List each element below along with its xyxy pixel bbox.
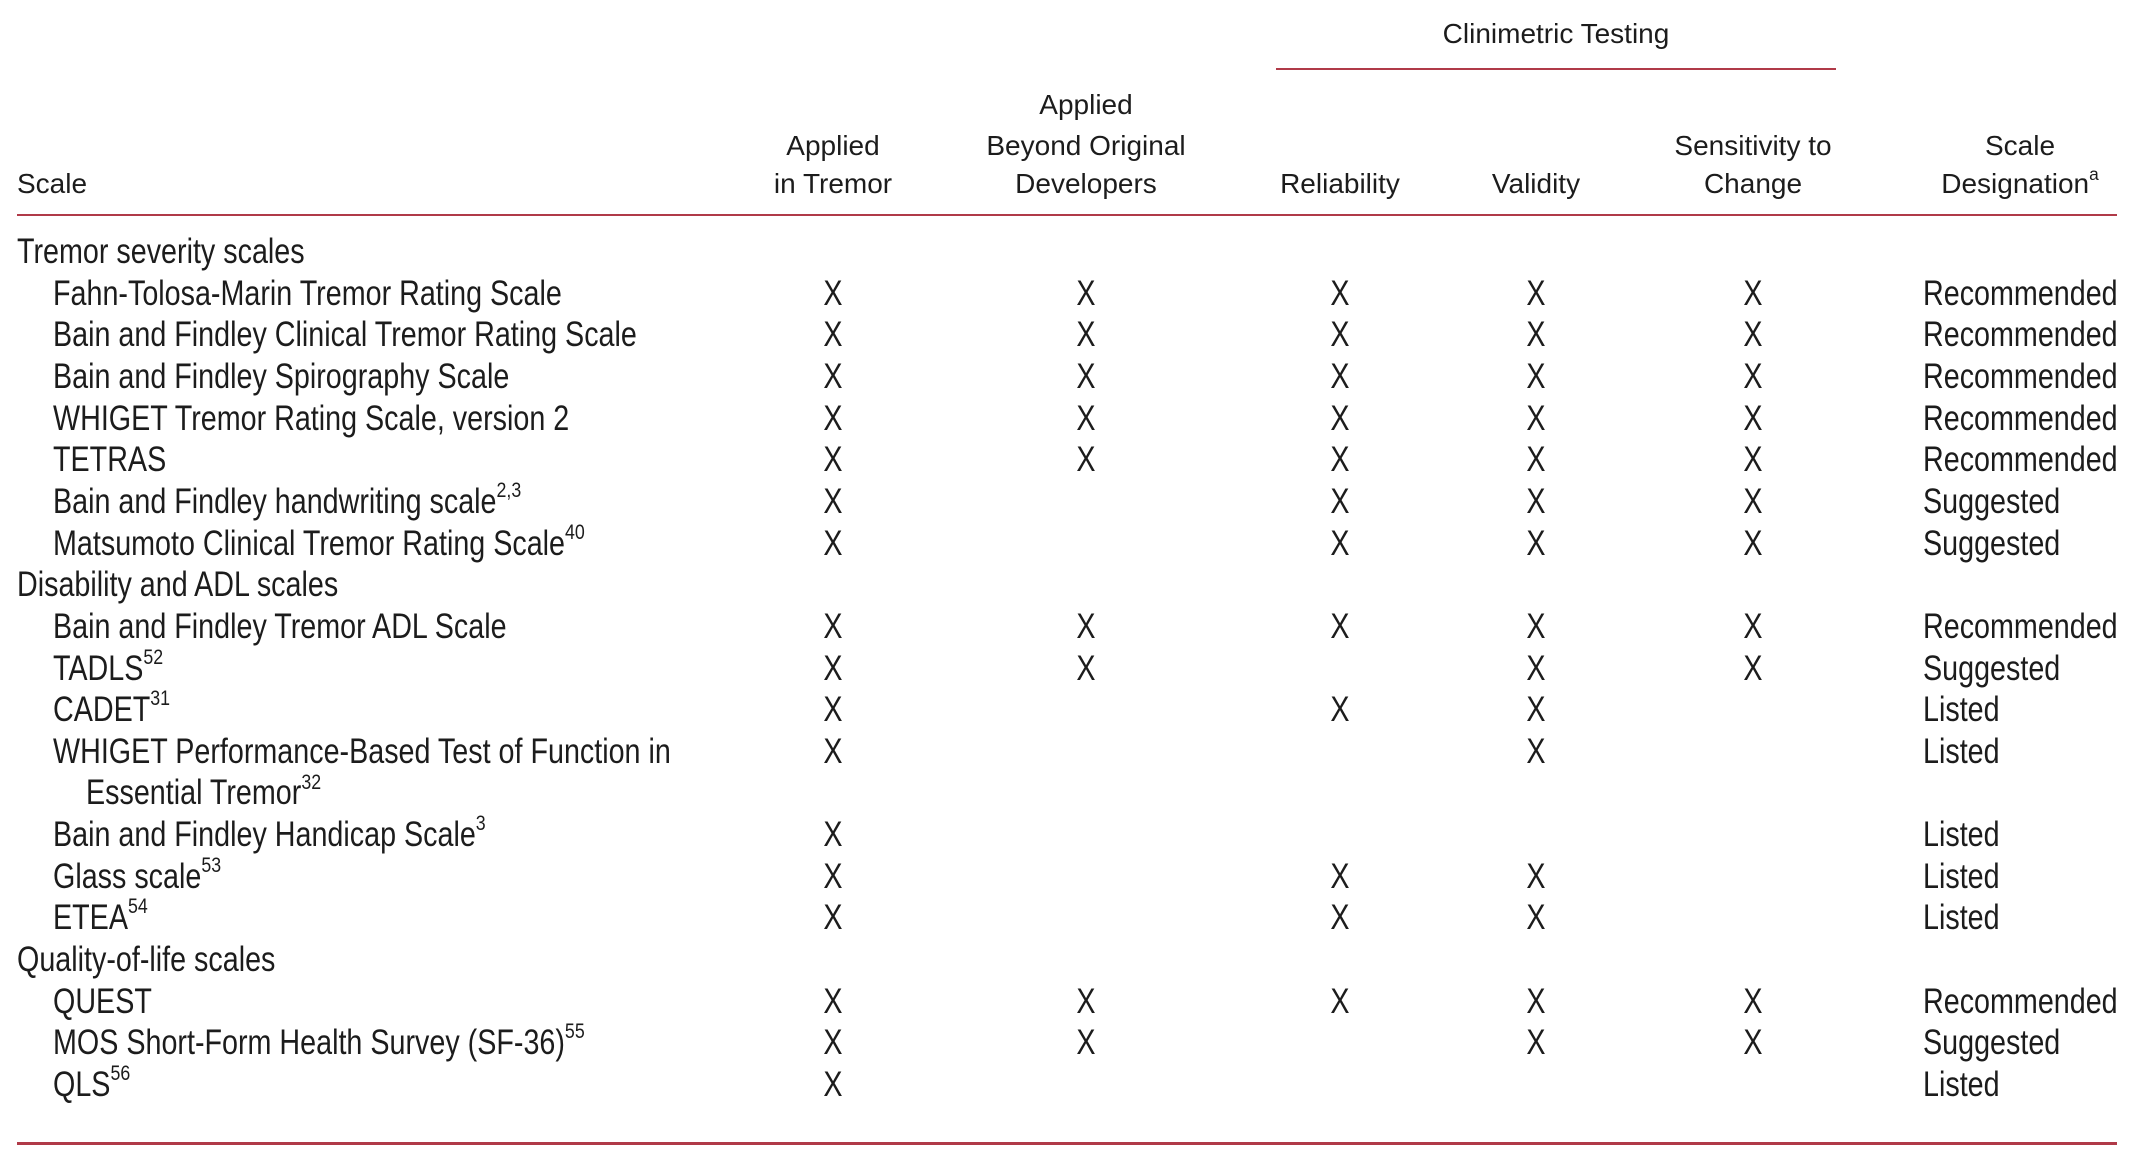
- reference-superscript: 56: [110, 1060, 131, 1086]
- check-mark-validity: X: [1526, 315, 1546, 355]
- scale-designation: Listed: [1923, 731, 2000, 771]
- check-mark-sensitivity: X: [1743, 315, 1763, 355]
- check-mark-reliability: X: [1330, 315, 1350, 355]
- check-mark-applied-beyond: X: [1076, 398, 1096, 438]
- scale-designation: Recommended: [1923, 606, 2118, 646]
- check-mark-applied-beyond: X: [1076, 981, 1096, 1021]
- section-label: Quality-of-life scales: [17, 940, 276, 980]
- column-header-applied-beyond: Applied: [1039, 89, 1133, 120]
- table-row: [0, 981, 2129, 1027]
- scale-name: ETEA$^{54}$: [53, 893, 148, 938]
- table-row: [0, 476, 2129, 527]
- check-mark-sensitivity: X: [1743, 481, 1763, 521]
- check-mark-applied-in-tremor: X: [823, 315, 843, 355]
- check-mark-validity: X: [1526, 648, 1546, 688]
- reference-superscript: 31: [150, 685, 171, 711]
- scale-designation: Listed: [1923, 1065, 2000, 1104]
- reference-superscript: 55: [564, 1018, 585, 1044]
- check-mark-sensitivity: X: [1743, 523, 1763, 563]
- scale-designation: Recommended: [1923, 315, 2118, 355]
- check-mark-applied-in-tremor: X: [823, 690, 843, 730]
- check-mark-validity: X: [1526, 440, 1546, 480]
- check-mark-sensitivity: X: [1743, 1023, 1763, 1063]
- check-mark-applied-in-tremor: X: [823, 440, 843, 480]
- scale-name: Fahn-Tolosa-Marin Tremor Rating Scale: [53, 273, 562, 313]
- table-row: [0, 1060, 2129, 1110]
- column-header-applied-in-tremor: Applied: [786, 130, 880, 161]
- check-mark-validity: X: [1526, 731, 1546, 771]
- column-header-applied-beyond: Beyond Original: [986, 130, 1186, 161]
- check-mark-reliability: X: [1330, 690, 1350, 730]
- check-mark-validity: X: [1526, 273, 1546, 313]
- column-header-designation: Scale: [1984, 130, 2056, 161]
- check-mark-validity: X: [1526, 856, 1546, 896]
- scale-designation: Listed: [1923, 856, 2000, 896]
- reference-superscript: 32: [301, 768, 322, 794]
- column-header-reliability: Reliability: [1280, 168, 1400, 199]
- table-row: [0, 273, 2129, 319]
- scale-name: MOS Short-Form Health Survey $(SF-36)^{55}$: [53, 1018, 585, 1063]
- scale-name: WHIGET Performance-Based Test of Function in: [53, 731, 671, 771]
- check-mark-validity: X: [1526, 690, 1546, 730]
- check-mark-reliability: X: [1330, 398, 1350, 438]
- check-mark-applied-in-tremor: X: [823, 981, 843, 1021]
- section-label: Tremor severity scales: [17, 232, 305, 271]
- scale-designation: Listed: [1923, 690, 2000, 730]
- check-mark-applied-in-tremor: X: [823, 648, 843, 688]
- section-header-row: [0, 940, 2129, 985]
- table-row: [0, 1018, 2129, 1068]
- header-bottom-rule: [17, 214, 2117, 216]
- check-mark-applied-beyond: X: [1076, 440, 1096, 480]
- check-mark-applied-beyond: X: [1076, 315, 1096, 355]
- scale-designation: Recommended: [1923, 398, 2118, 438]
- check-mark-validity: X: [1526, 981, 1546, 1021]
- column-header-scale: Scale: [17, 168, 88, 199]
- scale-designation: Recommended: [1923, 273, 2118, 313]
- check-mark-applied-beyond: X: [1076, 648, 1096, 688]
- table-row: [0, 440, 2129, 485]
- reference-superscript: 52: [143, 643, 164, 669]
- check-mark-validity: X: [1526, 1023, 1546, 1063]
- check-mark-applied-in-tremor: X: [823, 523, 843, 563]
- scale-designation: Recommended: [1923, 356, 2118, 396]
- scale-name: TADLS$^{52}$: [53, 643, 164, 688]
- check-mark-reliability: X: [1330, 440, 1350, 480]
- column-header-designation: Designation$^a$: [1941, 164, 2099, 199]
- table-row: [0, 643, 2129, 694]
- check-mark-validity: X: [1526, 398, 1546, 438]
- check-mark-applied-in-tremor: X: [823, 356, 843, 396]
- table-row: [0, 685, 2129, 735]
- check-mark-applied-in-tremor: X: [823, 398, 843, 438]
- check-mark-validity: X: [1526, 606, 1546, 646]
- scale-name: Bain and Findley Handicap Scale$^3$: [53, 810, 486, 855]
- check-mark-sensitivity: X: [1743, 648, 1763, 688]
- check-mark-applied-beyond: X: [1076, 356, 1096, 396]
- reference-superscript: 2,3: [496, 476, 522, 502]
- check-mark-applied-in-tremor: X: [823, 1023, 843, 1063]
- column-header-sensitivity: Sensitivity to: [1674, 130, 1832, 161]
- reference-superscript: 53: [201, 851, 222, 877]
- check-mark-reliability: X: [1330, 856, 1350, 896]
- column-header-applied-beyond: Developers: [1015, 168, 1157, 199]
- table-bottom-rule: [17, 1142, 2117, 1145]
- scale-designation: Suggested: [1923, 1023, 2061, 1063]
- table-row: [0, 398, 2129, 444]
- check-mark-sensitivity: X: [1743, 440, 1763, 480]
- check-mark-validity: X: [1526, 898, 1546, 938]
- check-mark-sensitivity: X: [1743, 273, 1763, 313]
- check-mark-validity: X: [1526, 481, 1546, 521]
- scale-designation: Recommended: [1923, 981, 2118, 1021]
- scale-name: Bain and Findley Spirography Scale: [53, 356, 510, 396]
- table-row-continuation: [0, 768, 2129, 818]
- scale-name: CADET$^{31}$: [53, 685, 171, 730]
- check-mark-sensitivity: X: [1743, 356, 1763, 396]
- check-mark-reliability: X: [1330, 523, 1350, 563]
- scale-name-continuation: Essential Tremor$^{32}$: [86, 768, 322, 813]
- scale-name: Bain and Findley handwriting scale$^{2,3}$: [53, 476, 522, 521]
- footnote-marker: a: [2089, 164, 2099, 185]
- table-row: [0, 518, 2129, 569]
- scale-designation: Suggested: [1923, 648, 2061, 688]
- check-mark-validity: X: [1526, 523, 1546, 563]
- table-row: [0, 893, 2129, 943]
- check-mark-applied-in-tremor: X: [823, 815, 843, 855]
- scale-name: Glass scale$^{53}$: [53, 851, 222, 896]
- check-mark-applied-beyond: X: [1076, 1023, 1096, 1063]
- scale-designation: Suggested: [1923, 481, 2061, 521]
- section-label: Disability and ADL scales: [17, 565, 339, 605]
- scale-name: Bain and Findley Clinical Tremor Rating Scale: [53, 315, 637, 355]
- reference-superscript: 3: [475, 810, 486, 836]
- column-header-sensitivity: Change: [1703, 168, 1803, 199]
- scale-designation: Recommended: [1923, 440, 2118, 480]
- check-mark-applied-in-tremor: X: [823, 856, 843, 896]
- scale-name: TETRAS: [53, 440, 167, 480]
- clinimetric-testing-label: Clinimetric Testing: [1442, 18, 1670, 49]
- table-row: [0, 606, 2129, 652]
- check-mark-reliability: X: [1330, 273, 1350, 313]
- check-mark-validity: X: [1526, 356, 1546, 396]
- clinimetric-group-rule: [1276, 68, 1836, 70]
- scale-name: WHIGET Tremor Rating Scale, version 2: [53, 398, 570, 438]
- check-mark-sensitivity: X: [1743, 981, 1763, 1021]
- table-row: [0, 315, 2129, 360]
- check-mark-applied-in-tremor: X: [823, 481, 843, 521]
- check-mark-applied-in-tremor: X: [823, 273, 843, 313]
- scale-designation: Listed: [1923, 898, 2000, 938]
- reference-superscript: 54: [127, 893, 148, 919]
- scale-name: QUEST: [53, 981, 152, 1021]
- scale-name: QLS$^{56}$: [53, 1060, 131, 1104]
- check-mark-applied-in-tremor: X: [823, 606, 843, 646]
- table-row: [0, 810, 2129, 860]
- check-mark-applied-in-tremor: X: [823, 1065, 843, 1104]
- check-mark-reliability: X: [1330, 481, 1350, 521]
- check-mark-applied-in-tremor: X: [823, 898, 843, 938]
- table-row: [0, 851, 2129, 902]
- column-header-validity: Validity: [1491, 168, 1581, 199]
- check-mark-sensitivity: X: [1743, 398, 1763, 438]
- table-row: [0, 356, 2129, 402]
- scale-designation: Listed: [1923, 815, 2000, 855]
- scale-name: Matsumoto Clinical Tremor Rating Scale$^{40}$: [53, 518, 585, 563]
- scale-name: Bain and Findley Tremor ADL Scale: [53, 606, 507, 646]
- check-mark-applied-beyond: X: [1076, 273, 1096, 313]
- check-mark-reliability: X: [1330, 606, 1350, 646]
- reference-superscript: 40: [565, 518, 585, 544]
- check-mark-reliability: X: [1330, 898, 1350, 938]
- check-mark-sensitivity: X: [1743, 606, 1763, 646]
- check-mark-reliability: X: [1330, 356, 1350, 396]
- column-header-applied-in-tremor: in Tremor: [773, 168, 893, 199]
- section-header-row: [0, 232, 2129, 277]
- check-mark-applied-in-tremor: X: [823, 731, 843, 771]
- scale-designation: Suggested: [1923, 523, 2061, 563]
- section-header-row: [0, 565, 2129, 610]
- check-mark-applied-beyond: X: [1076, 606, 1096, 646]
- check-mark-reliability: X: [1330, 981, 1350, 1021]
